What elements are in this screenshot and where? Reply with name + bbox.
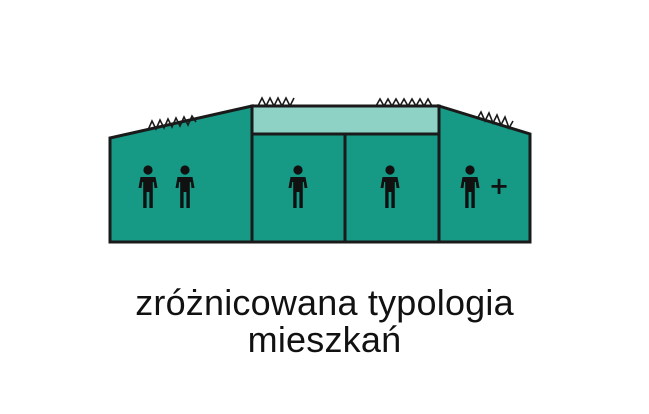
caption-line-1: zróżnicowana typologia (135, 282, 514, 323)
caption (0, 284, 649, 358)
plus-sign: + (488, 172, 510, 200)
glass-roof (252, 106, 439, 134)
caption-line-2: mieszkań (247, 319, 402, 360)
